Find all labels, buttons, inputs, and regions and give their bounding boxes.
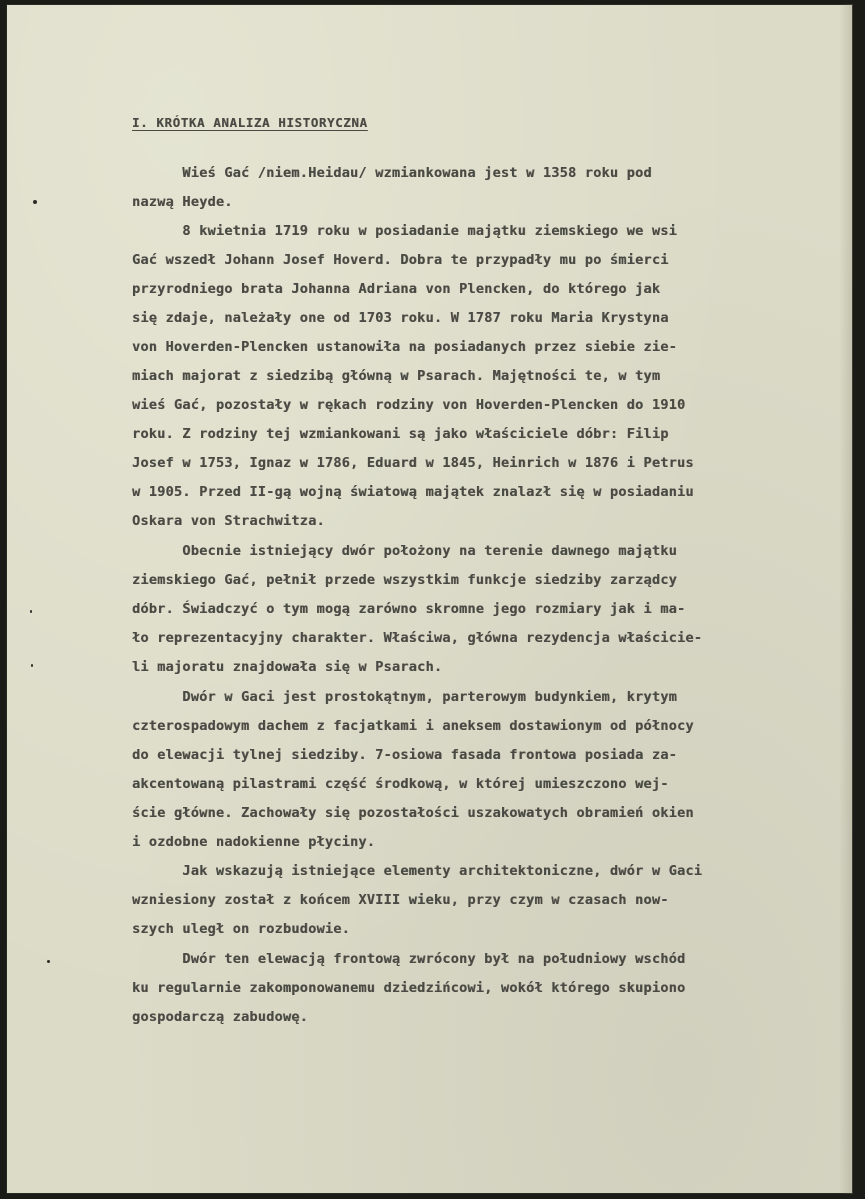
- margin-dot: [47, 960, 50, 963]
- text-line: Obecnie istniejący dwór położony na terenie dawnego majątku: [132, 543, 677, 559]
- text-line: Wieś Gać /niem.Heidau/ wzmiankowana jest w 1358 roku pod: [132, 165, 652, 181]
- margin-dot: [30, 610, 32, 613]
- text-line: wieś Gać, pozostały w rękach rodziny von Hoverden-Plencken do 1910: [132, 397, 686, 413]
- text-line: się zdaje, należały one od 1703 roku. W 1787 roku Maria Krystyna: [132, 310, 669, 326]
- section-heading: I. KRÓTKA ANALIZA HISTORYCZNA: [132, 115, 368, 130]
- text-line: von Hoverden-Plencken ustanowiła na posiadanych przez siebie zie-: [132, 339, 677, 355]
- text-line: miach majorat z siedzibą główną w Psarach. Majętności te, w tym: [132, 368, 661, 384]
- page-edge-shadow: [839, 4, 853, 1194]
- text-line: Gać wszedł Johann Josef Hoverd. Dobra te przypadły mu po śmierci: [132, 252, 669, 268]
- text-line: ście główne. Zachowały się pozostałości uszakowatych obramień okien: [132, 805, 694, 821]
- text-line: Josef w 1753, Ignaz w 1786, Eduard w 1845, Heinrich w 1876 i Petrus: [132, 455, 694, 471]
- text-line: li majoratu znajdowała się w Psarach.: [132, 659, 443, 675]
- text-line: ku regularnie zakomponowanemu dziedzińcowi, wokół którego skupiono: [132, 980, 686, 996]
- margin-dot: [31, 664, 33, 667]
- text-line: przyrodniego brata Johanna Adriana von Plencken, do którego jak: [132, 281, 661, 297]
- text-line: dóbr. Świadczyć o tym mogą zarówno skromne jego rozmiary jak i ma-: [132, 601, 686, 617]
- text-line: Dwór w Gaci jest prostokątnym, parterowym budynkiem, krytym: [132, 689, 677, 705]
- margin-dot: [33, 200, 37, 204]
- text-line: roku. Z rodziny tej wzmiankowani są jako właściciele dóbr: Filip: [132, 426, 669, 442]
- text-line: szych uległ on rozbudowie.: [132, 921, 350, 937]
- text-line: Oskara von Strachwitza.: [132, 513, 325, 529]
- text-line: i ozdobne nadokienne płyciny.: [132, 834, 376, 850]
- document-page: [6, 4, 853, 1194]
- text-line: w 1905. Przed II-gą wojną światową majątek znalazł się w posiadaniu: [132, 484, 694, 500]
- text-line: czterospadowym dachem z facjatkami i aneksem dostawionym od północy: [132, 718, 694, 734]
- text-line: 8 kwietnia 1719 roku w posiadanie majątku ziemskiego we wsi: [132, 223, 677, 239]
- text-line: akcentowaną pilastrami część środkową, w której umieszczono wej-: [132, 776, 669, 792]
- text-line: gospodarczą zabudowę.: [132, 1009, 309, 1025]
- text-line: ło reprezentacyjny charakter. Właściwa, główna rezydencja właściciе-: [132, 630, 703, 646]
- text-line: Dwór ten elewacją frontową zwrócony był na południowy wschód: [132, 951, 686, 967]
- text-line: do elewacji tylnej siedziby. 7-osiowa fasada frontowa posiada za-: [132, 747, 677, 763]
- text-line: Jak wskazują istniejące elementy architektoniczne, dwór w Gaci: [132, 863, 703, 879]
- text-line: ziemskiego Gać, pełnił przede wszystkim funkcje siedziby zarządcy: [132, 572, 677, 588]
- text-line: wzniesiony został z końcem XVIII wieku, przy czym w czasach now-: [132, 892, 669, 908]
- text-line: nazwą Heyde.: [132, 194, 233, 210]
